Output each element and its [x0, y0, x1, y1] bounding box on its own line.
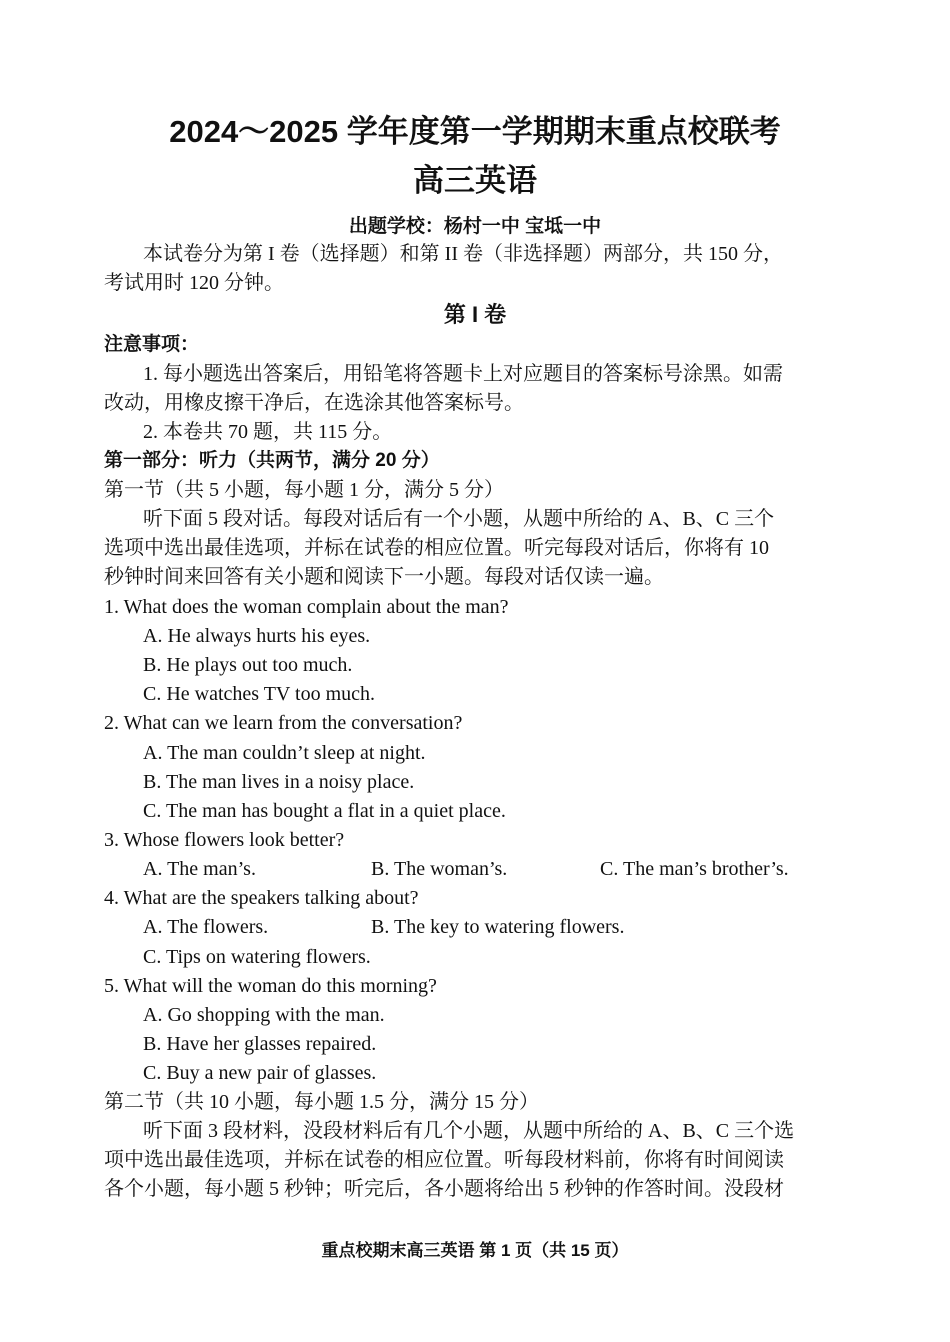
question-4-option-a: A. The flowers. — [143, 916, 269, 938]
question-1-option-c: C. He watches TV too much. — [143, 683, 376, 705]
note-1-line-2: 改动，用橡皮擦干净后，在选涂其他答案标号。 — [104, 392, 524, 414]
question-4-option-c: C. Tips on watering flowers. — [143, 946, 371, 968]
notes-heading: 注意事项： — [104, 334, 200, 355]
exam-title: 2024～2025 学年度第一学期期末重点校联考 — [169, 114, 781, 149]
section1-instruction-1: 听下面 5 段对话。每段对话后有一个小题，从题中所给的 A、B、C 三个 — [143, 508, 775, 530]
question-2-option-c: C. The man has bought a flat in a quiet place. — [143, 800, 506, 822]
intro-line-1: 本试卷分为第 I 卷（选择题）和第 II 卷（非选择题）两部分，共 150 分， — [143, 243, 783, 265]
question-5-option-c: C. Buy a new pair of glasses. — [143, 1062, 377, 1084]
section1-instruction-2: 选项中选出最佳选项，并标在试卷的相应位置。听完每段对话后，你将有 10 — [104, 537, 769, 559]
section2-instruction-1: 听下面 3 段材料，没段材料后有几个小题，从题中所给的 A、B、C 三个选 — [143, 1120, 795, 1142]
question-5-option-a: A. Go shopping with the man. — [143, 1004, 385, 1026]
section2-instruction-2: 项中选出最佳选项，并标在试卷的相应位置。听每段材料前，你将有时间阅读 — [104, 1149, 784, 1171]
question-1-option-a: A. He always hurts his eyes. — [143, 625, 371, 647]
note-1-line-1: 1. 每小题选出答案后，用铅笔将答题卡上对应题目的答案标号涂黑。如需 — [143, 363, 783, 385]
note-2: 2. 本卷共 70 题，共 115 分。 — [143, 421, 393, 443]
question-3-option-c: C. The man’s brother’s. — [600, 858, 789, 880]
question-4-stem: 4. What are the speakers talking about? — [104, 887, 419, 909]
volume-title: 第 I 卷 — [443, 302, 507, 327]
section1-instruction-3: 秒钟时间来回答有关小题和阅读下一小题。每段对话仅读一遍。 — [104, 566, 664, 588]
section2-heading: 第二节（共 10 小题，每小题 1.5 分，满分 15 分） — [104, 1091, 539, 1113]
section2-instruction-3: 各个小题，每小题 5 秒钟；听完后，各小题将给出 5 秒钟的作答时间。没段材 — [104, 1178, 784, 1200]
question-4-option-b: B. The key to watering flowers. — [371, 916, 625, 938]
subject-title: 高三英语 — [413, 163, 537, 198]
part1-heading: 第一部分：听力（共两节，满分 20 分） — [104, 450, 440, 471]
page-footer: 重点校期末高三英语 第 1 页（共 15 页） — [321, 1241, 629, 1260]
question-2-option-b: B. The man lives in a noisy place. — [143, 771, 415, 793]
intro-line-2: 考试用时 120 分钟。 — [104, 272, 284, 294]
question-3-option-a: A. The man’s. — [143, 858, 256, 880]
question-2-option-a: A. The man couldn’t sleep at night. — [143, 742, 426, 764]
question-2-stem: 2. What can we learn from the conversation? — [104, 712, 463, 734]
question-1-stem: 1. What does the woman complain about the man? — [104, 596, 509, 618]
question-1-option-b: B. He plays out too much. — [143, 654, 353, 676]
school-line: 出题学校：杨村一中 宝坻一中 — [348, 216, 602, 237]
question-3-stem: 3. Whose flowers look better? — [104, 829, 345, 851]
section1-heading: 第一节（共 5 小题，每小题 1 分，满分 5 分） — [104, 479, 504, 501]
question-5-option-b: B. Have her glasses repaired. — [143, 1033, 377, 1055]
question-3-option-b: B. The woman’s. — [371, 858, 508, 880]
question-5-stem: 5. What will the woman do this morning? — [104, 975, 437, 997]
